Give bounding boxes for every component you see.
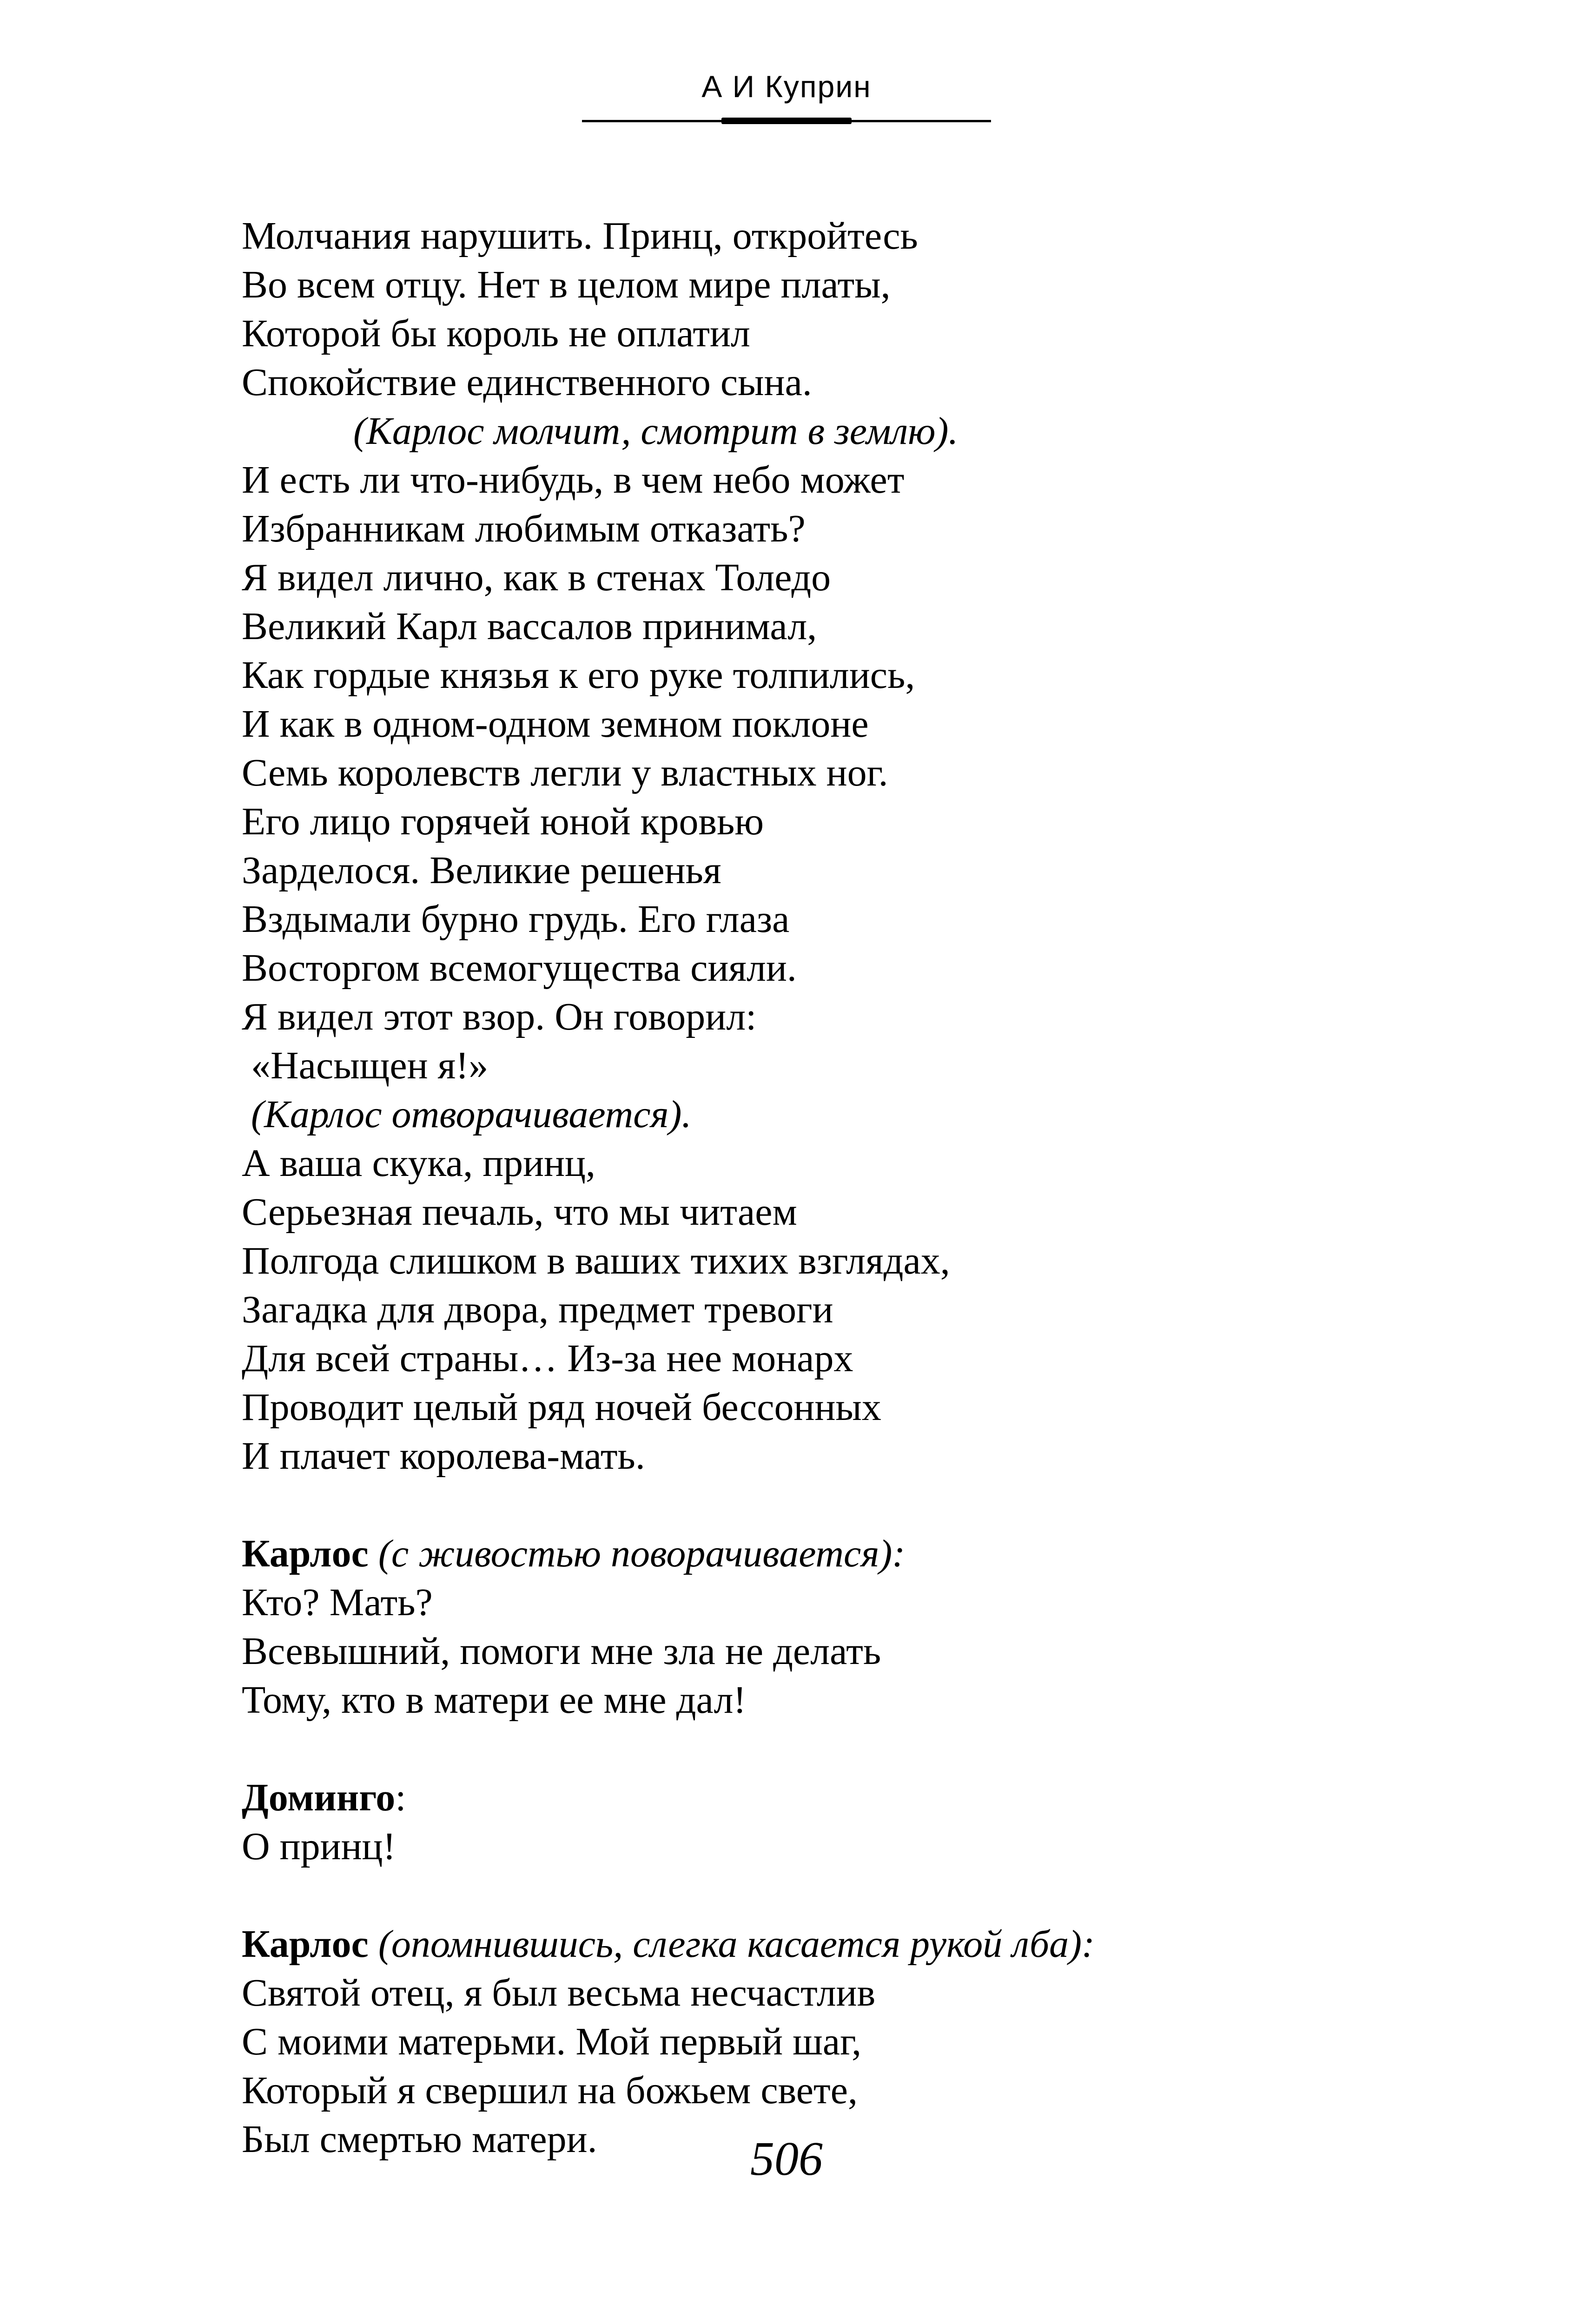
verse-line: А ваша скука, принц, (242, 1142, 596, 1185)
paragraph-gap (242, 1871, 1357, 1920)
verse-line: Которой бы король не оплатил (242, 312, 750, 355)
verse-line: Который я свершил на божьем свете, (242, 2069, 858, 2112)
page-header (0, 70, 1573, 125)
verse-line: Семь королевств легли у властных ног. (242, 751, 888, 794)
speaker-colon: : (395, 1776, 406, 1819)
verse-line: Для всей страны… Из-за нее монарх (242, 1337, 853, 1380)
verse-line: Кто? Мать? (242, 1581, 433, 1624)
verse-line: Восторгом всемогущества сияли. (242, 946, 797, 990)
verse-line: Я видел этот взор. Он говорил: (242, 995, 757, 1038)
verse-line: «Насыщен я!» (251, 1044, 489, 1087)
verse-line: С моими матерьми. Мой первый шаг, (242, 2020, 862, 2063)
speaker-name: Карлос (242, 1922, 369, 1966)
speaker-line (242, 1773, 1357, 1822)
speaker-name: Доминго (242, 1776, 396, 1819)
stage-direction: (Карлос отворачивается). (251, 1093, 692, 1136)
verse-line: Его лицо горячей юной кровью (242, 800, 764, 843)
verse-line: Полгода слишком в ваших тихих взглядах, (242, 1239, 950, 1282)
stage-direction: (Карлос молчит, смотрит в землю). (353, 409, 958, 453)
paragraph-gap (242, 1480, 1357, 1529)
verse-line: Всевышний, помоги мне зла не делать (242, 1630, 881, 1673)
verse-line: О принц! (242, 1825, 396, 1868)
verse-line: И есть ли что-нибудь, в чем небо может (242, 458, 905, 502)
verse-line: Тому, кто в матери ее мне дал! (242, 1678, 747, 1722)
verse-line: Серьезная печаль, что мы читаем (242, 1190, 797, 1234)
speaker-line (242, 1529, 1357, 1578)
verse-line: Молчания нарушить. Принц, откройтесь (242, 214, 918, 257)
verse-line: И плачет королева-мать. (242, 1434, 645, 1478)
running-head-author: А И Куприн (701, 69, 872, 104)
verse-line: Как гордые князья к его руке толпились, (242, 654, 915, 697)
verse-line: Великий Карл вассалов принимал, (242, 605, 817, 648)
speaker-name: Карлос (242, 1532, 369, 1575)
header-ornament-rule (582, 117, 991, 125)
verse-line: Я видел лично, как в стенах Толедо (242, 556, 831, 599)
header-rule-thick (721, 118, 852, 124)
verse-line: Проводит целый ряд ночей бессонных (242, 1386, 881, 1429)
paragraph-gap (242, 1724, 1357, 1773)
stage-direction: (с живостью поворачивается): (378, 1532, 905, 1575)
verse-line: Избранникам любимым отказать? (242, 507, 806, 550)
verse-line: Святой отец, я был весьма несчастлив (242, 1971, 876, 2014)
verse-line: Вздымали бурно грудь. Его глаза (242, 898, 790, 941)
speaker-line (242, 1920, 1357, 1968)
verse-line: Зарделося. Великие решенья (242, 849, 721, 892)
verse-line: Был смертью матери. (242, 2118, 597, 2161)
play-text (242, 211, 1357, 2164)
verse-line: И как в одном-одном земном поклоне (242, 702, 869, 746)
verse-line: Загадка для двора, предмет тревоги (242, 1288, 833, 1331)
verse-line: Во всем отцу. Нет в целом мире платы, (242, 263, 891, 306)
verse-line: Спокойствие единственного сына. (242, 361, 812, 404)
page-number: 506 (750, 2132, 823, 2185)
stage-direction: (опомнившись, слегка касается рукой лба): (378, 1922, 1095, 1966)
